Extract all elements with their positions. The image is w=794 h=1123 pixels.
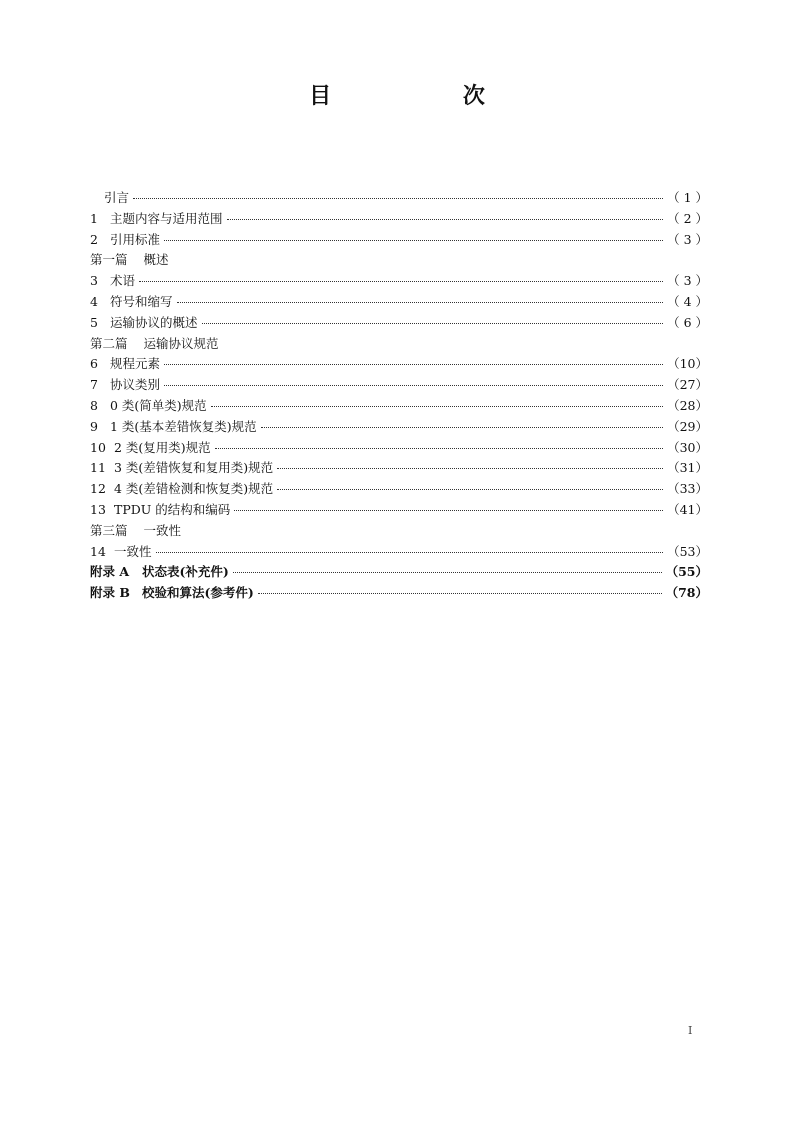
toc-page-number: （ 6 ） [667, 314, 708, 330]
toc-entry-number: 11 [90, 460, 106, 476]
toc-entry-label: 0 类(简单类)规范 [110, 397, 207, 413]
part-title: 一致性 [143, 522, 182, 538]
toc-entry-label: 2 类(复用类)规范 [114, 439, 211, 455]
toc-entry-13[interactable] [90, 500, 708, 521]
toc-entry-number: 7 [90, 377, 98, 393]
toc-entry-label: 引用标准 [110, 231, 161, 247]
dot-leader [258, 593, 662, 594]
toc-entry-7[interactable] [90, 375, 708, 396]
toc-page-number: （ 2 ） [667, 210, 708, 226]
dot-leader [215, 448, 663, 449]
toc-entry-14[interactable] [90, 542, 708, 563]
toc-page-number: （29） [667, 418, 708, 434]
dot-leader [227, 219, 664, 220]
dot-leader [164, 240, 663, 241]
table-of-contents [90, 188, 708, 604]
toc-page-number: （31） [667, 460, 708, 476]
toc-entry-label: 3 类(差错恢复和复用类)规范 [114, 460, 274, 476]
page-title: 目 次 [309, 84, 547, 109]
toc-entry-number: 6 [90, 356, 98, 372]
toc-entry-number: 12 [90, 481, 106, 497]
toc-entry-label: 协议类别 [110, 377, 161, 393]
toc-entry-8[interactable] [90, 396, 708, 417]
dot-leader [261, 427, 663, 428]
part-name: 第二篇 [90, 335, 128, 351]
toc-entry-number: 8 [90, 397, 98, 413]
toc-entry-number: 13 [90, 501, 106, 517]
toc-entry-1[interactable] [90, 209, 708, 230]
toc-entry-label: 1 类(基本差错恢复类)规范 [110, 418, 257, 434]
toc-entry-intro[interactable] [90, 188, 708, 209]
toc-entry-label: 术语 [110, 273, 136, 289]
toc-page-number: （ 4 ） [667, 293, 708, 309]
toc-page-number: （78） [665, 585, 708, 601]
toc-entry-label: 规程元素 [110, 356, 161, 372]
part-title: 概述 [143, 252, 169, 268]
toc-entry-12[interactable] [90, 479, 708, 500]
toc-entry-number: 附录 B [90, 585, 130, 601]
toc-page-number: （53） [667, 543, 708, 559]
toc-entry-label: 4 类(差错检测和恢复类)规范 [114, 481, 274, 497]
toc-part-1[interactable] [90, 250, 708, 271]
toc-entry-number: 5 [90, 314, 98, 330]
toc-page-number: （27） [667, 377, 708, 393]
toc-entry-3[interactable] [90, 271, 708, 292]
toc-entry-label: 运输协议的概述 [110, 314, 198, 330]
toc-entry-number: 10 [90, 439, 106, 455]
toc-entry-number: 9 [90, 418, 98, 434]
toc-entry-appendix-b[interactable] [90, 583, 708, 604]
toc-entry-number: 3 [90, 273, 98, 289]
part-name: 第一篇 [90, 252, 128, 268]
toc-entry-2[interactable] [90, 230, 708, 251]
toc-page-number: （28） [667, 397, 708, 413]
page-number-footer: I [688, 1024, 693, 1037]
dot-leader [164, 385, 663, 386]
dot-leader [211, 406, 663, 407]
toc-page-number: （ 1 ） [667, 190, 708, 205]
toc-page-number: （30） [667, 439, 708, 455]
dot-leader [277, 489, 663, 490]
toc-entry-appendix-a[interactable] [90, 562, 708, 583]
toc-entry-label: 一致性 [114, 543, 152, 559]
toc-page-number: （ 3 ） [667, 231, 708, 247]
toc-page-number: （10） [667, 356, 708, 372]
toc-entry-4[interactable] [90, 292, 708, 313]
toc-entry-number: 附录 A [90, 564, 130, 580]
toc-entry-label: TPDU 的结构和编码 [114, 501, 231, 517]
dot-leader [202, 323, 664, 324]
dot-leader [277, 468, 663, 469]
toc-entry-label: 引言 [104, 190, 130, 205]
toc-entry-label: 符号和缩写 [110, 293, 173, 309]
part-title: 运输协议规范 [143, 335, 219, 351]
dot-leader [177, 302, 664, 303]
dot-leader [164, 364, 663, 365]
toc-entry-number: 14 [90, 543, 106, 559]
toc-entry-number: 1 [90, 210, 98, 226]
dot-leader [156, 552, 664, 553]
toc-page-number: （41） [667, 501, 708, 517]
dot-leader [133, 198, 663, 199]
toc-entry-10[interactable] [90, 438, 708, 459]
toc-page-number: （33） [667, 481, 708, 497]
toc-entry-6[interactable] [90, 354, 708, 375]
dot-leader [139, 281, 663, 282]
toc-part-3[interactable] [90, 521, 708, 542]
toc-entry-label: 校验和算法(参考件) [142, 585, 254, 601]
toc-entry-label: 状态表(补充件) [142, 564, 229, 580]
toc-entry-number: 2 [90, 231, 98, 247]
dot-leader [234, 510, 663, 511]
toc-entry-5[interactable] [90, 313, 708, 334]
toc-entry-number: 4 [90, 293, 98, 309]
toc-entry-11[interactable] [90, 458, 708, 479]
dot-leader [233, 572, 662, 573]
toc-page-number: （ 3 ） [667, 273, 708, 289]
toc-part-2[interactable] [90, 334, 708, 355]
part-name: 第三篇 [90, 522, 128, 538]
toc-entry-9[interactable] [90, 417, 708, 438]
toc-entry-label: 主题内容与适用范围 [110, 210, 223, 226]
toc-page-number: （55） [665, 564, 708, 580]
